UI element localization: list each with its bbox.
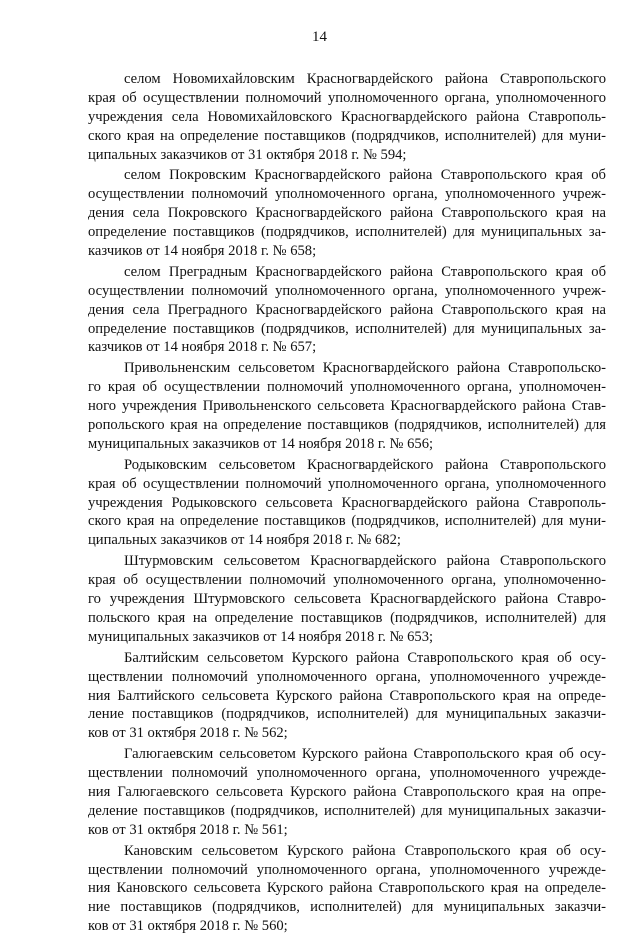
paragraph [88, 552, 606, 646]
text-line: ществлении полномочий уполномоченного органа, уполномоченного учрежде- [88, 765, 606, 782]
text-line: определение поставщиков (подрядчиков, исполнителей) для муниципальных за- [88, 224, 606, 241]
text-line: ного учреждения Привольненского сельсовета Красногвардейского района Став- [88, 398, 606, 415]
paragraph [88, 842, 606, 936]
text-line: ципальных заказчиков от 31 октября 2018 г. № 594; [88, 146, 407, 163]
text-line: Галюгаевским сельсоветом Курского района Ставропольского края об осу- [124, 746, 606, 763]
text-line: осуществлении полномочий уполномоченного органа, уполномоченного учреж- [88, 186, 606, 203]
text-line: Кановским сельсоветом Курского района Ставропольского края об осу- [124, 842, 606, 859]
text-line: селом Преградным Красногвардейского района Ставропольского края об [124, 263, 606, 280]
text-line: ков от 31 октября 2018 г. № 561; [88, 821, 288, 838]
text-line: ского края на определение поставщиков (подрядчиков, исполнителей) для муни- [88, 127, 606, 144]
text-line: деление поставщиков (подрядчиков, исполнителей) для муниципальных заказчи- [88, 802, 606, 819]
text-line: казчиков от 14 ноября 2018 г. № 658; [88, 243, 317, 260]
paragraph [88, 649, 606, 743]
text-line: Балтийским сельсоветом Курского района Ставропольского края об осу- [124, 649, 606, 666]
text-line: дения села Покровского Красногвардейского района Ставропольского края на [88, 205, 606, 222]
text-line: ропольского края на определение поставщиков (подрядчиков, исполнителей) для [88, 417, 606, 434]
text-line: ление поставщиков (подрядчиков, исполнителей) для муниципальных заказчи- [88, 706, 606, 723]
page-number: 14 [312, 29, 327, 45]
text-line: дения села Преградного Красногвардейского района Ставропольского края на [88, 301, 606, 318]
text-line: ществлении полномочий уполномоченного органа, уполномоченного учрежде- [88, 861, 606, 878]
text-line: го учреждения Штурмовского сельсовета Красногвардейского района Ставро- [88, 591, 606, 608]
text-line: ского края на определение поставщиков (подрядчиков, исполнителей) для муни- [88, 513, 606, 530]
text-line: определение поставщиков (подрядчиков, исполнителей) для муниципальных за- [88, 320, 606, 337]
paragraph [88, 70, 606, 164]
text-line: селом Покровским Красногвардейского района Ставропольского края об [124, 167, 606, 184]
text-line: ния Балтийского сельсовета Курского района Ставропольского края на опреде- [88, 687, 606, 704]
paragraph [88, 263, 606, 357]
text-line: ков от 31 октября 2018 г. № 560; [88, 918, 288, 935]
text-line: ципальных заказчиков от 14 ноября 2018 г. № 682; [88, 532, 401, 549]
text-line: ществлении полномочий уполномоченного органа, уполномоченного учрежде- [88, 668, 606, 685]
text-line: края об осуществлении полномочий уполномоченного органа, уполномоченно- [88, 572, 606, 589]
paragraph [88, 166, 606, 260]
text-line: муниципальных заказчиков от 14 ноября 2018 г. № 653; [88, 628, 434, 645]
paragraph [88, 456, 606, 550]
text-line: муниципальных заказчиков от 14 ноября 2018 г. № 656; [88, 435, 434, 452]
text-line: ния Кановского сельсовета Курского района Ставропольского края на определе- [88, 880, 606, 897]
text-line: го края об осуществлении полномочий уполномоченного органа, уполномочен- [88, 379, 606, 396]
text-line: края об осуществлении полномочий уполномоченного органа, уполномоченного [88, 475, 606, 492]
text-line: казчиков от 14 ноября 2018 г. № 657; [88, 339, 317, 356]
text-line: ков от 31 октября 2018 г. № 562; [88, 725, 288, 742]
text-line: Штурмовским сельсоветом Красногвардейского района Ставропольского [124, 553, 606, 570]
document-body [88, 70, 606, 938]
text-line: края об осуществлении полномочий уполномоченного органа, уполномоченного [88, 89, 606, 106]
text-line: селом Новомихайловским Красногвардейского района Ставропольского [124, 71, 606, 87]
text-line: Родыковским сельсоветом Красногвардейского района Ставропольского [124, 456, 606, 473]
paragraph [88, 359, 606, 453]
text-line: польского края на определение поставщиков (подрядчиков, исполнителей) для [88, 609, 606, 626]
text-line: учреждения Родыковского сельсовета Красногвардейского района Ставрополь- [88, 494, 606, 511]
text-line: ния Галюгаевского сельсовета Курского района Ставропольского края на опре- [88, 783, 606, 800]
text-line: ние поставщиков (подрядчиков, исполнителей) для муниципальных заказчи- [88, 899, 606, 916]
text-line: учреждения села Новомихайловского Красногвардейского района Ставрополь- [88, 108, 606, 125]
paragraph [88, 745, 606, 839]
text-line: Привольненским сельсоветом Красногвардейского района Ставропольско- [124, 360, 606, 377]
text-line: осуществлении полномочий уполномоченного органа, уполномоченного учреж- [88, 282, 606, 299]
